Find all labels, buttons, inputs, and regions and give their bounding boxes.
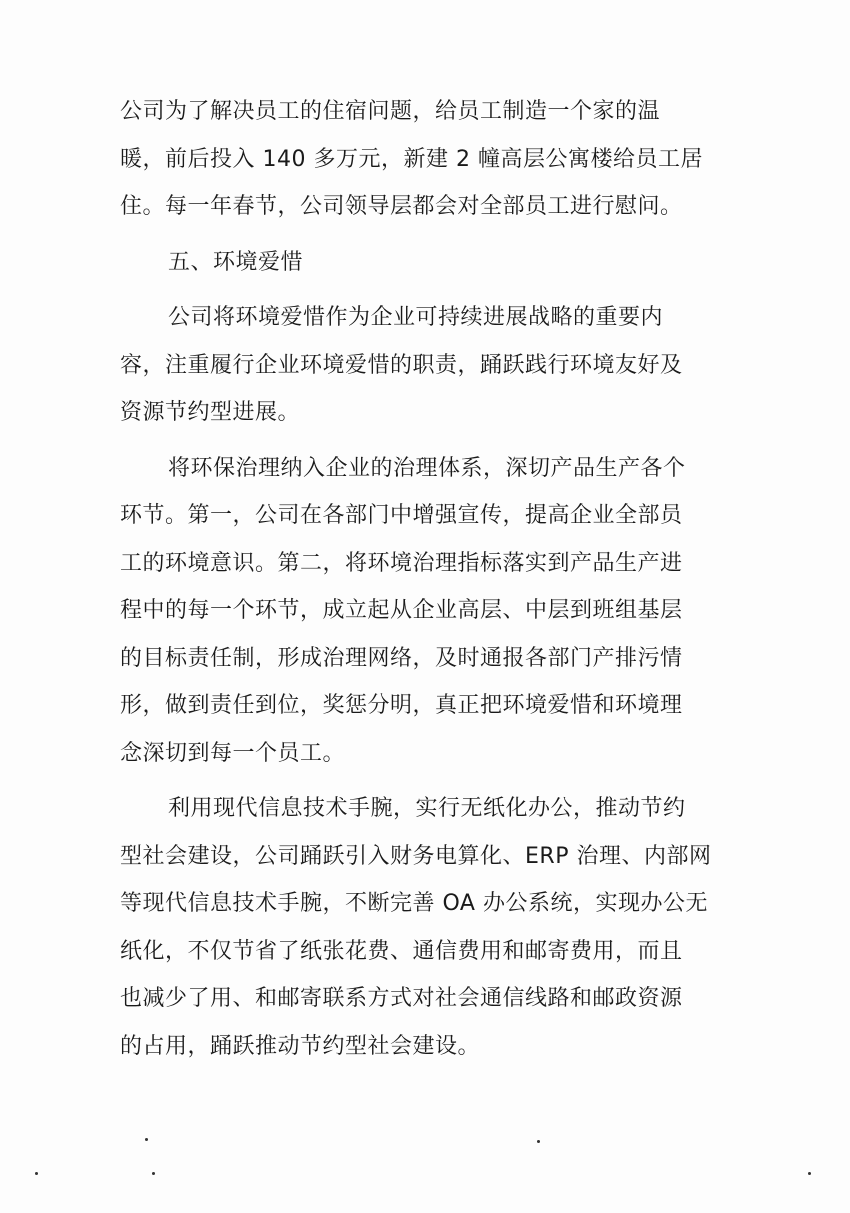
text-line: 纸化，不仅节省了纸张花费、通信费用和邮寄费用，而且 <box>120 938 683 964</box>
scan-speck <box>537 1140 540 1143</box>
text-line: 环节。第一，公司在各部门中增强宣传，提高企业全部员 <box>120 503 683 528</box>
scan-speck <box>808 1172 811 1175</box>
scan-speck <box>35 1172 38 1175</box>
text-line: 资源节约型进展。 <box>120 400 301 425</box>
text-line: 工的环境意识。第二，将环境治理指标落实到产品生产进 <box>120 550 683 576</box>
section-heading: 五、环境爱惜 <box>168 249 304 275</box>
text-line: 将环保治理纳入企业的治理体系，深切产品生产各个 <box>168 455 686 481</box>
text-line: 也减少了用、和邮寄联系方式对社会通信线路和邮政资源 <box>120 986 683 1011</box>
scan-speck <box>145 1138 148 1141</box>
text-line: 利用现代信息技术手腕，实行无纸化办公，推动节约 <box>168 796 686 821</box>
text-line: 形，做到责任到位，奖惩分明，真正把环境爱惜和环境理 <box>120 693 683 718</box>
text-line: 公司为了解决员工的住宿问题，给员工制造一个家的温 <box>120 99 661 124</box>
text-line: 暖，前后投入 140 多万元，新建 2 幢高层公寓楼给员工居 <box>120 146 703 172</box>
text-line: 容，注重履行企业环境爱惜的职责，踊跃践行环境友好及 <box>120 352 683 378</box>
text-line: 程中的每一个环节，成立起从企业高层、中层到班组基层 <box>120 598 683 623</box>
document-body <box>120 88 740 1070</box>
scan-speck <box>152 1172 155 1175</box>
text-line: 的占用，踊跃推动节约型社会建设。 <box>120 1033 481 1059</box>
text-line: 等现代信息技术手腕，不断完善 OA 办公系统，实现办公无 <box>120 891 708 916</box>
text-line: 的目标责任制，形成治理网络，及时通报各部门产排污情 <box>120 645 683 671</box>
text-line: 住。每一年春节，公司领导层都会对全部员工进行慰问。 <box>120 194 683 219</box>
text-line: 型社会建设，公司踊跃引入财务电算化、ERP 治理、内部网 <box>120 843 712 869</box>
text-line: 念深切到每一个员工。 <box>120 740 346 766</box>
text-line: 公司将环境爱惜作为企业可持续进展战略的重要内 <box>168 305 664 330</box>
